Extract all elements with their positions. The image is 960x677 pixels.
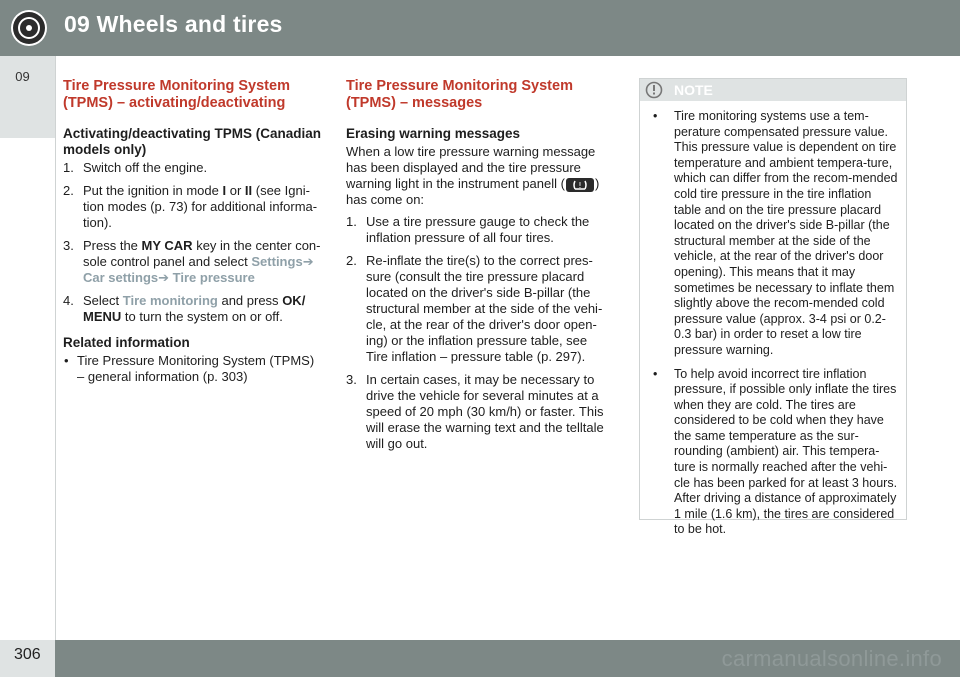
chapter-header — [0, 0, 960, 56]
step-text: or — [226, 183, 245, 198]
note-header — [640, 79, 906, 101]
step-number: 4. — [63, 293, 74, 308]
wheel-icon — [9, 8, 49, 48]
menu-tire-pressure: Tire pressure — [172, 270, 255, 285]
side-divider — [55, 56, 56, 640]
step-text: Put the ignition in mode — [83, 183, 223, 198]
menu-settings: Settings — [251, 254, 303, 269]
intro-text: ) has come on: — [346, 176, 600, 207]
note-item: • Tire monitoring systems use a tem-perature compensated pressure value. This pressure value is dependent on tire temperature and ambient tempera-ture, which can differ from the recom-mended cold tire pressure in the tire inflation table and on the tire pressure placard located on the driver's side B-pillar (the structural member at the side of the vehicle, at the rear of the driver's door opening). This means that it may sometimes be necessary to inflate them slightly above the recom-mended cold pressure value (approx. 3-4 psi or 0.2-0.3 bar) in order to reset a low tire pressure warning. — [640, 109, 898, 359]
step-item — [346, 372, 612, 452]
step-item — [63, 160, 325, 176]
note-label: NOTE — [674, 82, 713, 98]
step-number: 1. — [346, 214, 357, 229]
menu-tire-monitoring: Tire monitoring — [122, 293, 218, 308]
arrow-icon: ➔ — [302, 254, 314, 269]
step-item — [63, 183, 325, 231]
intro-text: When a low tire pressure warning message has been displayed and the tire pressure warning light in the instrument panell ( — [346, 144, 596, 191]
step-item — [63, 293, 325, 325]
step-text: Select — [83, 293, 123, 308]
subsection-title: Erasing warning messages — [346, 126, 521, 141]
step-item — [346, 253, 612, 365]
step-text: Switch off the engine. — [83, 160, 208, 175]
step-number: 2. — [63, 183, 74, 198]
note-box — [639, 78, 907, 537]
chapter-title: 09 Wheels and tires — [64, 11, 283, 37]
step-text: Use a tire pressure gauge to check the inflation pressure of all four tires. — [366, 214, 590, 245]
info-icon — [645, 81, 663, 99]
step-number: 3. — [63, 238, 74, 253]
page-number: 306 — [14, 646, 41, 663]
menu-car-settings: Car settings — [83, 270, 159, 285]
intro-paragraph — [346, 144, 612, 208]
svg-text:!: ! — [578, 180, 582, 190]
my-car-key: MY CAR — [141, 238, 193, 253]
step-text: Press the — [83, 238, 142, 253]
tire-pressure-warning-icon — [566, 178, 594, 192]
chapter-number: 09 — [15, 69, 30, 84]
messages-section — [346, 78, 612, 459]
related-list — [63, 353, 325, 385]
related-link[interactable]: • Tire Pressure Monitoring System (TPMS) – general information (p. 303) — [63, 353, 325, 385]
note-item: • To help avoid incorrect tire inflation pressure, if possible only inflate the tires when they are cold. The tires are considered to be cold when they have the same temperature as the sur-rounding (ambient) air. This tempera-ture is normally reached after the vehi-cle has been parked for at least 3 hours. After driving a distance of approximately 1 mile (1.6 km), the tires are considered to be hot. — [640, 367, 898, 539]
ignition-mode-ii: II — [244, 183, 253, 198]
steps-list — [346, 214, 612, 452]
step-item — [63, 238, 325, 286]
section-title: Tire Pressure Monitoring System (TPMS) – activating/deactivating — [63, 78, 290, 111]
step-text: Re-inflate the tire(s) to the correct pres-sure (consult the tire pressure placard located on the driver's side B-pillar (the structural member at the side of the vehi-cle, at the rear of the driver's door open-ing) or the inflation pressure table, see Tire inflation – pressure table (p. 297). — [366, 253, 603, 364]
section-title: Tire Pressure Monitoring System (TPMS) – messages — [346, 78, 573, 111]
steps-list — [63, 160, 325, 325]
step-text: to turn the system on or off. — [121, 309, 283, 324]
note-list — [640, 109, 906, 538]
step-text: and press — [217, 293, 283, 308]
related-heading: Related information — [63, 335, 190, 350]
step-text: key in the center con-sole control panel and select — [83, 238, 321, 269]
ok-menu-key: OK/ MENU — [83, 293, 306, 324]
step-text: In certain cases, it may be necessary to drive the vehicle for several minutes at a speed of 20 mph (30 km/h) or faster. This will erase the warning text and the telltale will go out. — [366, 372, 604, 451]
arrow-icon: ➔ — [158, 270, 170, 285]
watermark: carmanualsonline.info — [721, 646, 942, 671]
activating-section — [63, 78, 325, 385]
step-number: 2. — [346, 253, 357, 268]
ignition-mode-i: I — [222, 183, 227, 198]
step-item — [346, 214, 612, 246]
step-text: (see Igni-tion modes (p. 73) for additional informa-tion). — [83, 183, 318, 230]
step-number: 3. — [346, 372, 357, 387]
subsection-title: Activating/deactivating TPMS (Canadian models only) — [63, 126, 322, 157]
step-number: 1. — [63, 160, 74, 175]
